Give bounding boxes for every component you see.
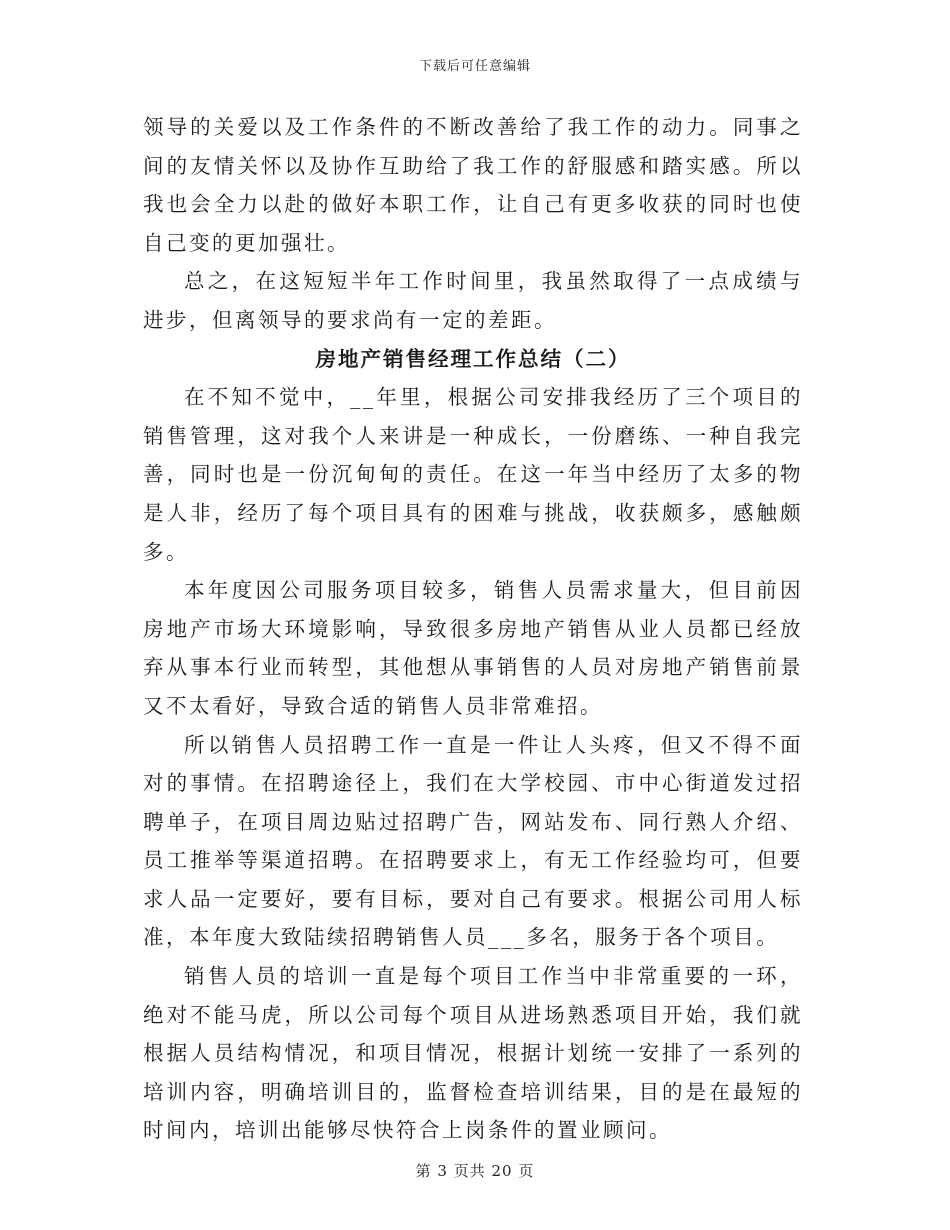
page-footer: 第 3 页共 20 页 [415, 1162, 535, 1180]
paragraph-recruitment: 所以销售人员招聘工作一直是一件让人头疼，但又不得不面对的事情。在招聘途径上，我们在大学校园、市中心街道发过招聘单子，在项目周边贴过招聘广告，网站发布、同行熟人介绍、员工推举等渠道招聘。在招聘要求上，有无工作经验均可，但要求人品一定要好，要有目标，要对自己有要求。根据公司用人标准，本年度大致陆续招聘销售人员___多名，服务于各个项目。 [143, 732, 803, 950]
paragraph-continued: 领导的关爱以及工作条件的不断改善给了我工作的动力。同事之间的友情关怀以及协作互助给了我工作的舒服感和踏实感。所以我也会全力以赴的做好本职工作，让自己有更多收获的同时也使自己变的更加强壮。 [143, 115, 803, 255]
paragraph-training: 销售人员的培训一直是每个项目工作当中非常重要的一环，绝对不能马虎，所以公司每个项目从进场熟悉项目开始，我们就根据人员结构情况，和项目情况，根据计划统一安排了一系列的培训内容，明确培训目的，监督检查培训结果，目的是在最短的时间内，培训出能够尽快符合上岗条件的置业顾问。 [143, 964, 803, 1143]
paragraph-summary: 总之，在这短短半年工作时间里，我虽然取得了一点成绩与进步，但离领导的要求尚有一定的差距。 [143, 269, 803, 332]
section-title: 房地产销售经理工作总结（二） [315, 346, 631, 371]
paragraph-intro: 在不知不觉中，__年里，根据公司安排我经历了三个项目的销售管理，这对我个人来讲是一种成长，一份磨练、一种自我完善，同时也是一份沉甸甸的责任。在这一年当中经历了太多的物是人非，经历了每个项目具有的困难与挑战，收获颇多，感触颇多。 [143, 385, 803, 564]
document-body [143, 108, 803, 1150]
page-header: 下载后可任意编辑 [418, 59, 531, 74]
paragraph-staffing: 本年度因公司服务项目较多，销售人员需求量大，但目前因房地产市场大环境影响，导致很多房地产销售从业人员都已经放弃从事本行业而转型，其他想从事销售的人员对房地产销售前景又不太看好，导致合适的销售人员非常难招。 [143, 578, 803, 718]
